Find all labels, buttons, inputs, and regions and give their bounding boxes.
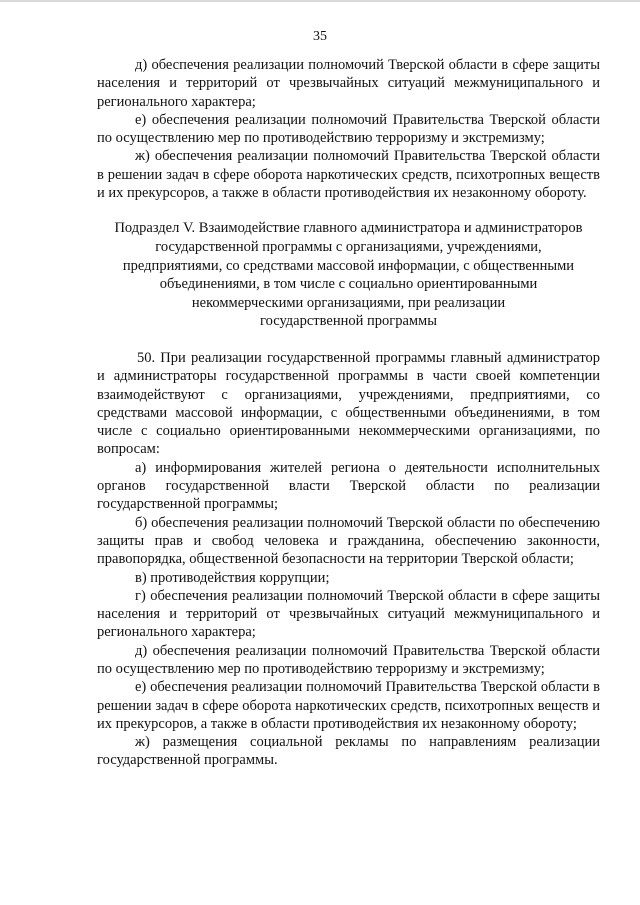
- spacer: [97, 202, 600, 219]
- item-50-d: д) обеспечения реализации полномочий Правительства Тверской области по осуществлению мер по противодействию терроризму и экстремизму;: [97, 642, 600, 677]
- item-50-v: в) противодействия коррупции;: [135, 569, 330, 586]
- page-number: 35: [313, 29, 327, 44]
- document-body: [97, 56, 600, 770]
- heading-line-3: предприятиями, со средствами массовой информации, с общественными: [122, 257, 575, 274]
- heading-line-4: объединениями, в том числе с социально ориентированными: [159, 276, 538, 293]
- list-item-d-top: д) обеспечения реализации полномочий Тверской области в сфере защиты населения и территорий от чрезвычайных ситуаций межмуниципального и регионального характера;: [97, 57, 600, 110]
- heading-line-6: государственной программы: [260, 313, 437, 330]
- spacer: [97, 331, 600, 349]
- list-item-e-top: е) обеспечения реализации полномочий Правительства Тверской области по осуществлению мер по противодействию терроризму и экстремизму;: [97, 111, 600, 147]
- item-50-zh: ж) размещения социальной рекламы по направлениям реализации государственной программы.: [97, 734, 600, 769]
- heading-line-5: некоммерческими организациями, при реализации: [191, 294, 506, 311]
- item-50-e: е) обеспечения реализации полномочий Правительства Тверской области в решении задач в сфере оборота наркотических средств, психотропных веществ и их прекурсоров, а также в области противодействия их незаконному обороту;: [97, 679, 600, 732]
- list-item-zh-top: ж) обеспечения реализации полномочий Правительства Тверской области в решении задач в сфере оборота наркотических средств, психотропных веществ и их прекурсоров, а также в области противодействия их незаконному обороту.: [97, 148, 600, 202]
- item-50-intro: 50. При реализации государственной программы главный администратор и администраторы государственной программы в части своей компетенции взаимодействуют с организациями, учреждениями, предприятиями, со средствами массовой информации, с общественными объединениями, в том числе с социально ориентированными некоммерческими организациями, по вопросам:: [97, 349, 600, 458]
- item-50-b: б) обеспечения реализации полномочий Тверской области по обеспечению защиты прав и свобод человека и гражданина, обеспечению законности, правопорядка, общественной безопасности на территории Тверской области;: [97, 514, 600, 568]
- item-50-a: а) информирования жителей региона о деятельности исполнительных органов государственной власти Тверской области по реализации государственной программы;: [97, 459, 600, 513]
- heading-line-2: государственной программы с организациями, учреждениями,: [155, 238, 542, 255]
- subsection-heading: [97, 219, 600, 331]
- heading-line-1: Подраздел V. Взаимодействие главного администратора и администраторов: [114, 220, 583, 237]
- item-50-g: г) обеспечения реализации полномочий Тверской области в сфере защиты населения и территорий от чрезвычайных ситуаций межмуниципального и регионального характера;: [97, 587, 600, 641]
- page-top-edge: [0, 0, 640, 2]
